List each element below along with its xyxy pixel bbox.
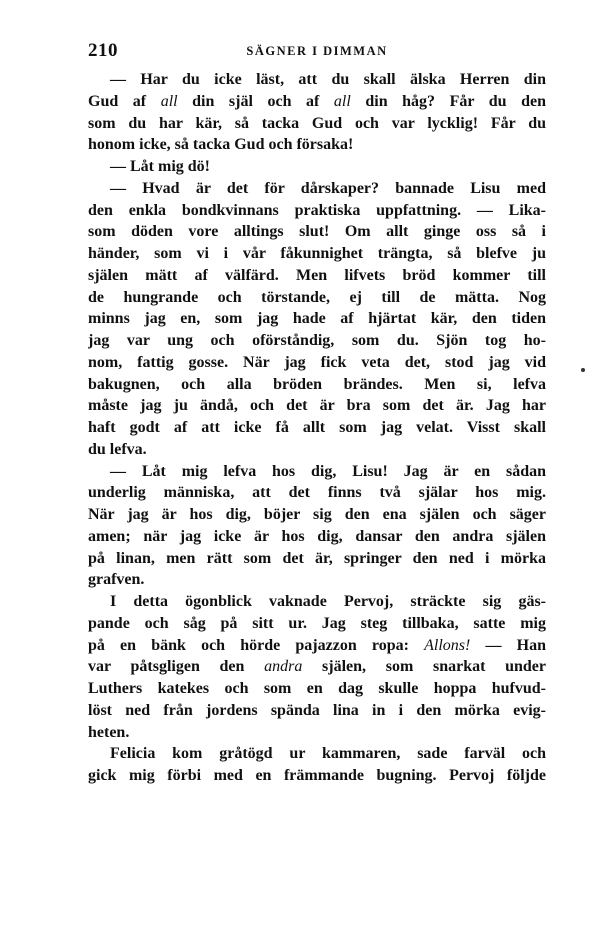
print-speck [581,368,585,372]
text-line: du lefva. [88,440,147,458]
text-line: nom, fattig gosse. När jag fick veta det, stod jag vid [88,353,546,371]
text-line: honom icke, så tacka Gud och försaka! [88,136,354,154]
text-line: gick mig förbi med en främmande bugning. Pervoj följde [88,767,546,784]
emphasis: andra [264,658,303,676]
emphasis: all [160,92,178,110]
page-number: 210 [88,40,118,61]
text-line: händer, som vi i vår fåkunnighet trängta, så blefve ju [88,245,546,262]
text-line: löst ned från jordens spända lina in i den mörka evig- [88,701,546,719]
text-line: Gud af all din själ och af all din håg? Får du den [88,92,546,110]
text-line: de hungrande och törstande, ej till de mätta. Nog [88,288,546,306]
text-line: haft godt af att icke få allt som jag velat. Visst skall [88,419,546,436]
text-line: minns jag en, som jag hade af hjärtat kär, den tiden [88,310,546,328]
text-line: — Har du icke läst, att du skall älska Herren din [110,71,546,88]
text-line: den enkla bondkvinnans praktiska uppfattning. — Lika- [88,201,546,219]
body-text [88,69,546,787]
text-line: amen; när jag icke är hos dig, dansar den andra själen [88,527,546,545]
text-line: grafven. [88,571,145,589]
text-line: var påtsgligen den andra själen, som snarkat under [88,658,546,676]
text-line: pande och såg på sitt ur. Jag steg tillbaka, satte mig [88,614,546,632]
text-line: som döden vore alltings slut! Om allt ginge oss så i [88,223,546,241]
text-line: som du har kär, så tacka Gud och var lycklig! Får du [88,114,546,132]
text-line: heten. [88,723,130,741]
text-line: på linan, men rätt som det är, springer den ned i mörka [88,549,546,567]
text-line: Felicia kom gråtögd ur kammaren, sade farväl och [110,745,546,763]
text-line: — Låt mig lefva hos dig, Lisu! Jag är en sådan [110,462,546,480]
text-line: måste jag ju ändå, och det är bra som det är. Jag har [88,397,546,415]
page-header [88,40,546,64]
emphasis: Allons! [424,636,471,654]
text-line: — Hvad är det för dårskaper? bannade Lisu med [110,179,546,197]
text-line: Luthers katekes och som en dag skulle hoppa hufvud- [88,680,546,697]
text-line: på en bänk och hörde pajazzon ropa: Allons! — Han [88,636,546,654]
running-title: SÄGNER I DIMMAN [246,44,388,58]
text-line: jag var ung och oförståndig, som du. Sjön tog ho- [88,332,546,349]
text-line: underlig människa, att det finns två själar hos mig. [88,484,546,502]
text-line: bakugnen, och alla bröden brändes. Men si, lefva [88,375,546,393]
emphasis: all [333,92,351,110]
text-line: — Låt mig dö! [110,158,210,175]
text-line: själen mätt af välfärd. Men lifvets bröd kommer till [88,266,546,284]
text-line: I detta ögonblick vaknade Pervoj, sträckte sig gäs- [110,593,546,610]
text-line: När jag är hos dig, böjer sig den ena själen och säger [88,506,546,523]
